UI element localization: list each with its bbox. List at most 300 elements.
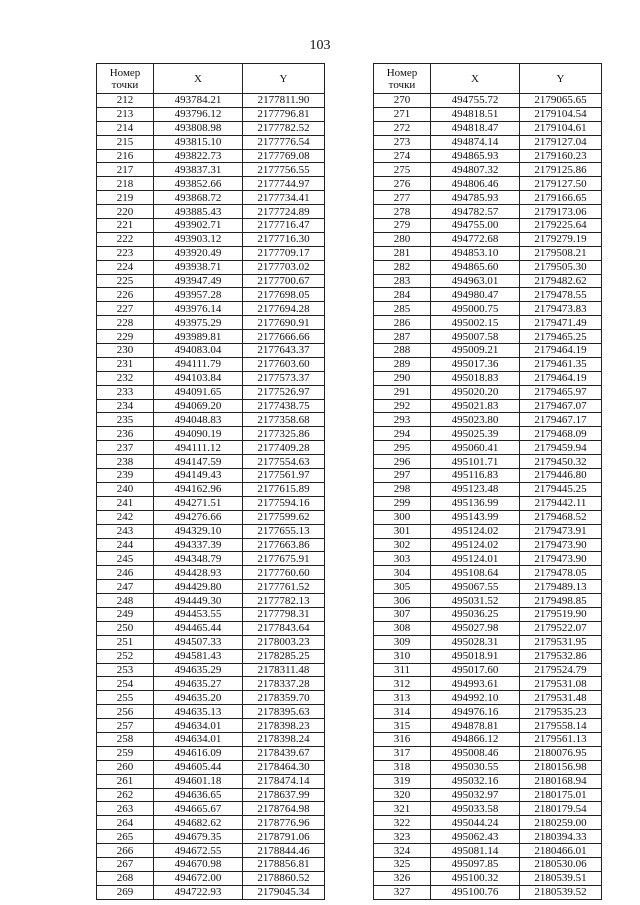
cell-y: 2178860.52 (243, 871, 325, 885)
cell-y: 2178285.25 (243, 649, 325, 663)
cell-x: 495008.46 (431, 746, 520, 760)
cell-y: 2179478.05 (520, 566, 602, 580)
cell-y: 2179104.54 (520, 107, 602, 121)
table-row (97, 663, 325, 677)
cell-y: 2179173.06 (520, 205, 602, 219)
cell-x: 494605.44 (154, 760, 243, 774)
cell-y: 2178791.06 (243, 830, 325, 844)
cell-point-number: 244 (97, 538, 154, 552)
cell-point-number: 232 (97, 371, 154, 385)
cell-x: 495025.39 (431, 427, 520, 441)
cell-y: 2179465.97 (520, 385, 602, 399)
table-row (97, 121, 325, 135)
cell-y: 2178337.28 (243, 677, 325, 691)
cell-y: 2177761.52 (243, 580, 325, 594)
cell-point-number: 306 (374, 594, 431, 608)
cell-point-number: 263 (97, 802, 154, 816)
table-row (97, 482, 325, 496)
cell-x: 494806.46 (431, 177, 520, 191)
cell-y: 2177643.37 (243, 344, 325, 358)
cell-x: 494271.51 (154, 496, 243, 510)
cell-point-number: 217 (97, 163, 154, 177)
table-row (374, 330, 602, 344)
table-row (374, 524, 602, 538)
cell-y: 2177599.62 (243, 510, 325, 524)
table-row (97, 594, 325, 608)
cell-point-number: 259 (97, 746, 154, 760)
cell-y: 2180466.01 (520, 844, 602, 858)
cell-y: 2179561.13 (520, 732, 602, 746)
cell-y: 2177663.86 (243, 538, 325, 552)
cell-point-number: 220 (97, 205, 154, 219)
table-row (374, 774, 602, 788)
cell-x: 495062.43 (431, 830, 520, 844)
table-row (374, 621, 602, 635)
cell-x: 493796.12 (154, 107, 243, 121)
cell-y: 2179104.61 (520, 121, 602, 135)
cell-y: 2177716.30 (243, 232, 325, 246)
cell-x: 493885.43 (154, 205, 243, 219)
cell-point-number: 320 (374, 788, 431, 802)
cell-y: 2178844.46 (243, 844, 325, 858)
cell-point-number: 288 (374, 344, 431, 358)
cell-point-number: 251 (97, 635, 154, 649)
cell-point-number: 222 (97, 232, 154, 246)
table-row (97, 830, 325, 844)
table-row (374, 871, 602, 885)
table-row (374, 496, 602, 510)
table-row (374, 649, 602, 663)
cell-x: 494635.29 (154, 663, 243, 677)
cell-y: 2177603.60 (243, 357, 325, 371)
table-row (374, 274, 602, 288)
cell-x: 494453.55 (154, 607, 243, 621)
cell-x: 494147.59 (154, 455, 243, 469)
cell-x: 495018.91 (431, 649, 520, 663)
table-row (374, 760, 602, 774)
cell-y: 2179519.90 (520, 607, 602, 621)
table-row (97, 469, 325, 483)
cell-x: 494635.13 (154, 705, 243, 719)
cell-point-number: 228 (97, 316, 154, 330)
table-row (374, 135, 602, 149)
cell-y: 2178439.67 (243, 746, 325, 760)
table-row (97, 607, 325, 621)
table-row (374, 719, 602, 733)
cell-point-number: 285 (374, 302, 431, 316)
table-row (374, 538, 602, 552)
cell-x: 495030.55 (431, 760, 520, 774)
cell-y: 2180175.01 (520, 788, 602, 802)
table-row (97, 357, 325, 371)
cell-point-number: 307 (374, 607, 431, 621)
cell-point-number: 315 (374, 719, 431, 733)
table-row (97, 232, 325, 246)
cell-x: 495000.75 (431, 302, 520, 316)
cell-point-number: 297 (374, 469, 431, 483)
cell-y: 2177615.89 (243, 482, 325, 496)
table-row (374, 816, 602, 830)
cell-y: 2177744.97 (243, 177, 325, 191)
table-row (97, 871, 325, 885)
cell-point-number: 325 (374, 857, 431, 871)
cell-x: 494149.43 (154, 469, 243, 483)
cell-y: 2177782.52 (243, 121, 325, 135)
cell-x: 494429.80 (154, 580, 243, 594)
table-row (374, 482, 602, 496)
cell-point-number: 213 (97, 107, 154, 121)
cell-point-number: 255 (97, 691, 154, 705)
table-row (374, 163, 602, 177)
table-row (374, 288, 602, 302)
cell-point-number: 293 (374, 413, 431, 427)
table-row (97, 621, 325, 635)
cell-x: 494963.01 (431, 274, 520, 288)
cell-point-number: 229 (97, 330, 154, 344)
table-row (97, 149, 325, 163)
table-row (97, 691, 325, 705)
cell-point-number: 231 (97, 357, 154, 371)
cell-point-number: 239 (97, 469, 154, 483)
table-row (97, 774, 325, 788)
table-row (374, 732, 602, 746)
cell-x: 494329.10 (154, 524, 243, 538)
cell-x: 494601.18 (154, 774, 243, 788)
cell-y: 2180179.54 (520, 802, 602, 816)
cell-point-number: 295 (374, 441, 431, 455)
cell-x: 494348.79 (154, 552, 243, 566)
cell-point-number: 266 (97, 844, 154, 858)
cell-y: 2179471.49 (520, 316, 602, 330)
cell-x: 494507.33 (154, 635, 243, 649)
cell-x: 493947.49 (154, 274, 243, 288)
cell-y: 2179489.13 (520, 580, 602, 594)
cell-y: 2177526.97 (243, 385, 325, 399)
cell-x: 495017.36 (431, 357, 520, 371)
cell-point-number: 215 (97, 135, 154, 149)
table-row (374, 191, 602, 205)
cell-y: 2179508.21 (520, 246, 602, 260)
cell-point-number: 216 (97, 149, 154, 163)
cell-y: 2179473.91 (520, 524, 602, 538)
cell-point-number: 296 (374, 455, 431, 469)
cell-point-number: 253 (97, 663, 154, 677)
table-row (374, 510, 602, 524)
cell-x: 494755.00 (431, 219, 520, 233)
cell-point-number: 268 (97, 871, 154, 885)
page-number: 103 (309, 38, 331, 53)
cell-point-number: 219 (97, 191, 154, 205)
cell-y: 2180076.95 (520, 746, 602, 760)
cell-x: 494785.93 (431, 191, 520, 205)
table-row (97, 371, 325, 385)
table-row (97, 677, 325, 691)
cell-point-number: 227 (97, 302, 154, 316)
table-row (374, 246, 602, 260)
cell-x: 495021.83 (431, 399, 520, 413)
table-row (97, 107, 325, 121)
cell-y: 2178395.63 (243, 705, 325, 719)
cell-x: 495023.80 (431, 413, 520, 427)
table-row (97, 455, 325, 469)
cell-y: 2177655.13 (243, 524, 325, 538)
cell-x: 495020.20 (431, 385, 520, 399)
cell-x: 494111.12 (154, 441, 243, 455)
header-point-number: Номер точки (374, 64, 431, 94)
cell-point-number: 250 (97, 621, 154, 635)
table-row (374, 427, 602, 441)
table-row (97, 205, 325, 219)
cell-point-number: 267 (97, 857, 154, 871)
cell-y: 2179459.94 (520, 441, 602, 455)
cell-x: 494670.98 (154, 857, 243, 871)
table-row (374, 691, 602, 705)
cell-y: 2179467.07 (520, 399, 602, 413)
cell-point-number: 280 (374, 232, 431, 246)
cell-point-number: 270 (374, 94, 431, 108)
cell-y: 2177409.28 (243, 441, 325, 455)
cell-x: 495067.55 (431, 580, 520, 594)
cell-x: 495101.71 (431, 455, 520, 469)
cell-point-number: 308 (374, 621, 431, 635)
cell-point-number: 312 (374, 677, 431, 691)
cell-y: 2179065.65 (520, 94, 602, 108)
table-row (97, 191, 325, 205)
table-row (97, 705, 325, 719)
table-row (374, 232, 602, 246)
table-row (374, 635, 602, 649)
cell-y: 2179468.52 (520, 510, 602, 524)
cell-y: 2180259.00 (520, 816, 602, 830)
cell-y: 2178764.98 (243, 802, 325, 816)
cell-point-number: 248 (97, 594, 154, 608)
cell-y: 2178464.30 (243, 760, 325, 774)
cell-y: 2179531.08 (520, 677, 602, 691)
cell-x: 493808.98 (154, 121, 243, 135)
table-row (374, 121, 602, 135)
cell-point-number: 241 (97, 496, 154, 510)
cell-x: 494672.55 (154, 844, 243, 858)
table-row (97, 399, 325, 413)
cell-x: 495033.58 (431, 802, 520, 816)
cell-y: 2179482.62 (520, 274, 602, 288)
table-row (97, 427, 325, 441)
cell-point-number: 322 (374, 816, 431, 830)
cell-point-number: 324 (374, 844, 431, 858)
cell-y: 2179045.34 (243, 885, 325, 899)
cell-y: 2179446.80 (520, 469, 602, 483)
cell-y: 2177561.97 (243, 469, 325, 483)
table-row (374, 107, 602, 121)
cell-y: 2178003.23 (243, 635, 325, 649)
cell-x: 493902.71 (154, 219, 243, 233)
cell-y: 2177594.16 (243, 496, 325, 510)
cell-point-number: 303 (374, 552, 431, 566)
cell-point-number: 247 (97, 580, 154, 594)
cell-y: 2180168.94 (520, 774, 602, 788)
cell-y: 2179473.90 (520, 552, 602, 566)
table-row (374, 219, 602, 233)
cell-y: 2177675.91 (243, 552, 325, 566)
cell-y: 2179160.23 (520, 149, 602, 163)
cell-x: 493868.72 (154, 191, 243, 205)
cell-point-number: 236 (97, 427, 154, 441)
table-row (374, 413, 602, 427)
cell-point-number: 224 (97, 260, 154, 274)
table-row (97, 274, 325, 288)
cell-y: 2177760.60 (243, 566, 325, 580)
cell-x: 495031.52 (431, 594, 520, 608)
table-row (97, 441, 325, 455)
table-row (97, 177, 325, 191)
cell-point-number: 290 (374, 371, 431, 385)
cell-y: 2179461.35 (520, 357, 602, 371)
cell-point-number: 275 (374, 163, 431, 177)
cell-point-number: 291 (374, 385, 431, 399)
cell-point-number: 212 (97, 94, 154, 108)
cell-y: 2179464.19 (520, 344, 602, 358)
cell-x: 493837.31 (154, 163, 243, 177)
cell-y: 2177698.05 (243, 288, 325, 302)
cell-point-number: 317 (374, 746, 431, 760)
cell-y: 2179279.19 (520, 232, 602, 246)
cell-x: 494634.01 (154, 732, 243, 746)
cell-point-number: 218 (97, 177, 154, 191)
cell-y: 2179531.95 (520, 635, 602, 649)
table-row (97, 344, 325, 358)
cell-y: 2179468.09 (520, 427, 602, 441)
cell-point-number: 310 (374, 649, 431, 663)
table-row (374, 802, 602, 816)
cell-x: 495124.02 (431, 538, 520, 552)
cell-y: 2179465.25 (520, 330, 602, 344)
table-row (97, 316, 325, 330)
cell-point-number: 302 (374, 538, 431, 552)
cell-x: 493852.66 (154, 177, 243, 191)
cell-point-number: 257 (97, 719, 154, 733)
header-x: X (431, 64, 520, 94)
table-row (97, 135, 325, 149)
table-body-right (374, 94, 602, 900)
cell-x: 495124.01 (431, 552, 520, 566)
table-row (374, 594, 602, 608)
cell-x: 495136.99 (431, 496, 520, 510)
cell-y: 2177756.55 (243, 163, 325, 177)
cell-x: 494162.96 (154, 482, 243, 496)
table-row (97, 802, 325, 816)
table-row (374, 677, 602, 691)
cell-point-number: 282 (374, 260, 431, 274)
cell-point-number: 284 (374, 288, 431, 302)
table-body-left (97, 94, 325, 900)
cell-y: 2179478.55 (520, 288, 602, 302)
cell-y: 2177573.37 (243, 371, 325, 385)
cell-point-number: 252 (97, 649, 154, 663)
cell-y: 2179225.64 (520, 219, 602, 233)
cell-x: 495028.31 (431, 635, 520, 649)
cell-point-number: 323 (374, 830, 431, 844)
cell-point-number: 314 (374, 705, 431, 719)
table-row (374, 177, 602, 191)
cell-y: 2180394.33 (520, 830, 602, 844)
table-header-row (97, 64, 325, 94)
cell-x: 493815.10 (154, 135, 243, 149)
cell-x: 495081.14 (431, 844, 520, 858)
cell-point-number: 311 (374, 663, 431, 677)
table-row (374, 344, 602, 358)
cell-y: 2178398.24 (243, 732, 325, 746)
cell-point-number: 238 (97, 455, 154, 469)
cell-x: 494865.93 (431, 149, 520, 163)
table-row (374, 857, 602, 871)
cell-point-number: 319 (374, 774, 431, 788)
cell-point-number: 235 (97, 413, 154, 427)
cell-x: 494276.66 (154, 510, 243, 524)
table-row (374, 205, 602, 219)
cell-y: 2177690.91 (243, 316, 325, 330)
cell-point-number: 318 (374, 760, 431, 774)
cell-point-number: 225 (97, 274, 154, 288)
cell-x: 494865.60 (431, 260, 520, 274)
cell-y: 2179125.86 (520, 163, 602, 177)
table-row (97, 816, 325, 830)
table-row (97, 246, 325, 260)
cell-x: 494980.47 (431, 288, 520, 302)
cell-y: 2177709.17 (243, 246, 325, 260)
cell-x: 493784.21 (154, 94, 243, 108)
cell-point-number: 321 (374, 802, 431, 816)
table-row (374, 441, 602, 455)
cell-x: 494337.39 (154, 538, 243, 552)
table-row (374, 580, 602, 594)
cell-point-number: 274 (374, 149, 431, 163)
cell-y: 2178398.23 (243, 719, 325, 733)
cell-point-number: 261 (97, 774, 154, 788)
table-row (374, 607, 602, 621)
table-row (97, 219, 325, 233)
cell-y: 2178776.96 (243, 816, 325, 830)
cell-y: 2177554.63 (243, 455, 325, 469)
cell-point-number: 214 (97, 121, 154, 135)
table-row (374, 705, 602, 719)
cell-y: 2179522.07 (520, 621, 602, 635)
cell-x: 493938.71 (154, 260, 243, 274)
table-row (97, 94, 325, 108)
cell-point-number: 277 (374, 191, 431, 205)
cell-x: 495100.76 (431, 885, 520, 899)
table-row (97, 302, 325, 316)
cell-point-number: 273 (374, 135, 431, 149)
cell-x: 493976.14 (154, 302, 243, 316)
cell-point-number: 309 (374, 635, 431, 649)
cell-y: 2179127.50 (520, 177, 602, 191)
cell-point-number: 327 (374, 885, 431, 899)
cell-y: 2179524.79 (520, 663, 602, 677)
table-row (97, 413, 325, 427)
cell-y: 2177325.86 (243, 427, 325, 441)
cell-point-number: 265 (97, 830, 154, 844)
cell-point-number: 271 (374, 107, 431, 121)
cell-point-number: 226 (97, 288, 154, 302)
table-row (97, 719, 325, 733)
table-row (97, 760, 325, 774)
cell-x: 494634.01 (154, 719, 243, 733)
table-row (374, 260, 602, 274)
cell-x: 495097.85 (431, 857, 520, 871)
table-row (97, 746, 325, 760)
cell-x: 494682.62 (154, 816, 243, 830)
cell-point-number: 276 (374, 177, 431, 191)
